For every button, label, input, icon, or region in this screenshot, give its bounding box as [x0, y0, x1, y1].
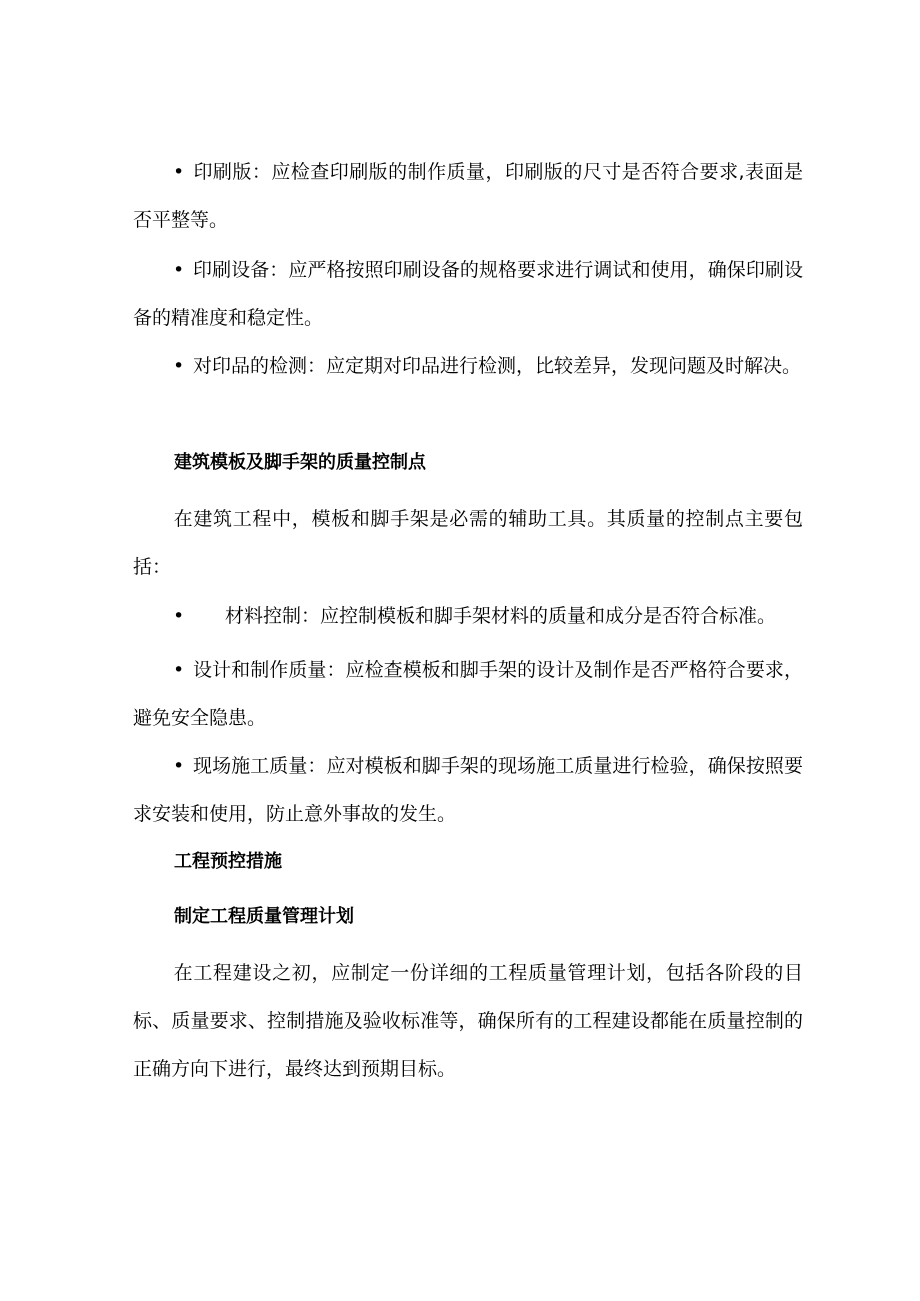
bullet-printing-equipment	[133, 246, 803, 342]
bullet-printing-plate	[133, 148, 803, 244]
paragraph-text: 在工程建设之初，应制定一份详细的工程质量管理计划，包括各阶段的目标、质量要求、控制措施及验收标准等，确保所有的工程建设都能在质量控制的正确方向下进行，最终达到预期目标。	[133, 962, 803, 1080]
section-heading-precontrol: 工程预控措施	[174, 851, 282, 872]
bullet-site-quality	[133, 742, 803, 838]
bullet-design-quality	[133, 646, 803, 742]
bullet-text: 对印品的检测：应定期对印品进行检测，比较差异，发现问题及时解决。	[193, 355, 802, 377]
paragraph-text: 在建筑工程中，模板和脚手架是必需的辅助工具。其质量的控制点主要包括：	[133, 508, 803, 578]
bullet-marker: •	[173, 355, 185, 377]
bullet-marker: •	[173, 259, 185, 281]
bullet-material-control	[133, 592, 803, 640]
bullet-text: 印刷设备：应严格按照印刷设备的规格要求进行调试和使用，确保印刷设备的精准度和稳定性。	[133, 259, 803, 329]
bullet-marker: •	[173, 755, 185, 777]
paragraph-quality-plan	[133, 949, 803, 1093]
paragraph-formwork-intro	[133, 495, 803, 591]
bullet-text: 印刷版：应检查印刷版的制作质量，印刷版的尺寸是否符合要求,表面是否平整等。	[133, 161, 803, 231]
bullet-text: 设计和制作质量：应检查模板和脚手架的设计及制作是否严格符合要求，避免安全隐患。	[133, 659, 803, 729]
bullet-text: 材料控制：应控制模板和脚手架材料的质量和成分是否符合标准。	[225, 605, 777, 627]
section-heading-formwork: 建筑模板及脚手架的质量控制点	[174, 452, 426, 473]
bullet-marker: •	[173, 605, 185, 627]
bullet-print-inspection	[133, 342, 803, 390]
bullet-marker: •	[173, 161, 185, 183]
bullet-text: 现场施工质量：应对模板和脚手架的现场施工质量进行检验，确保按照要求安装和使用，防止意外事故的发生。	[133, 755, 803, 825]
subheading-quality-plan: 制定工程质量管理计划	[174, 906, 354, 927]
bullet-marker: •	[173, 659, 185, 681]
